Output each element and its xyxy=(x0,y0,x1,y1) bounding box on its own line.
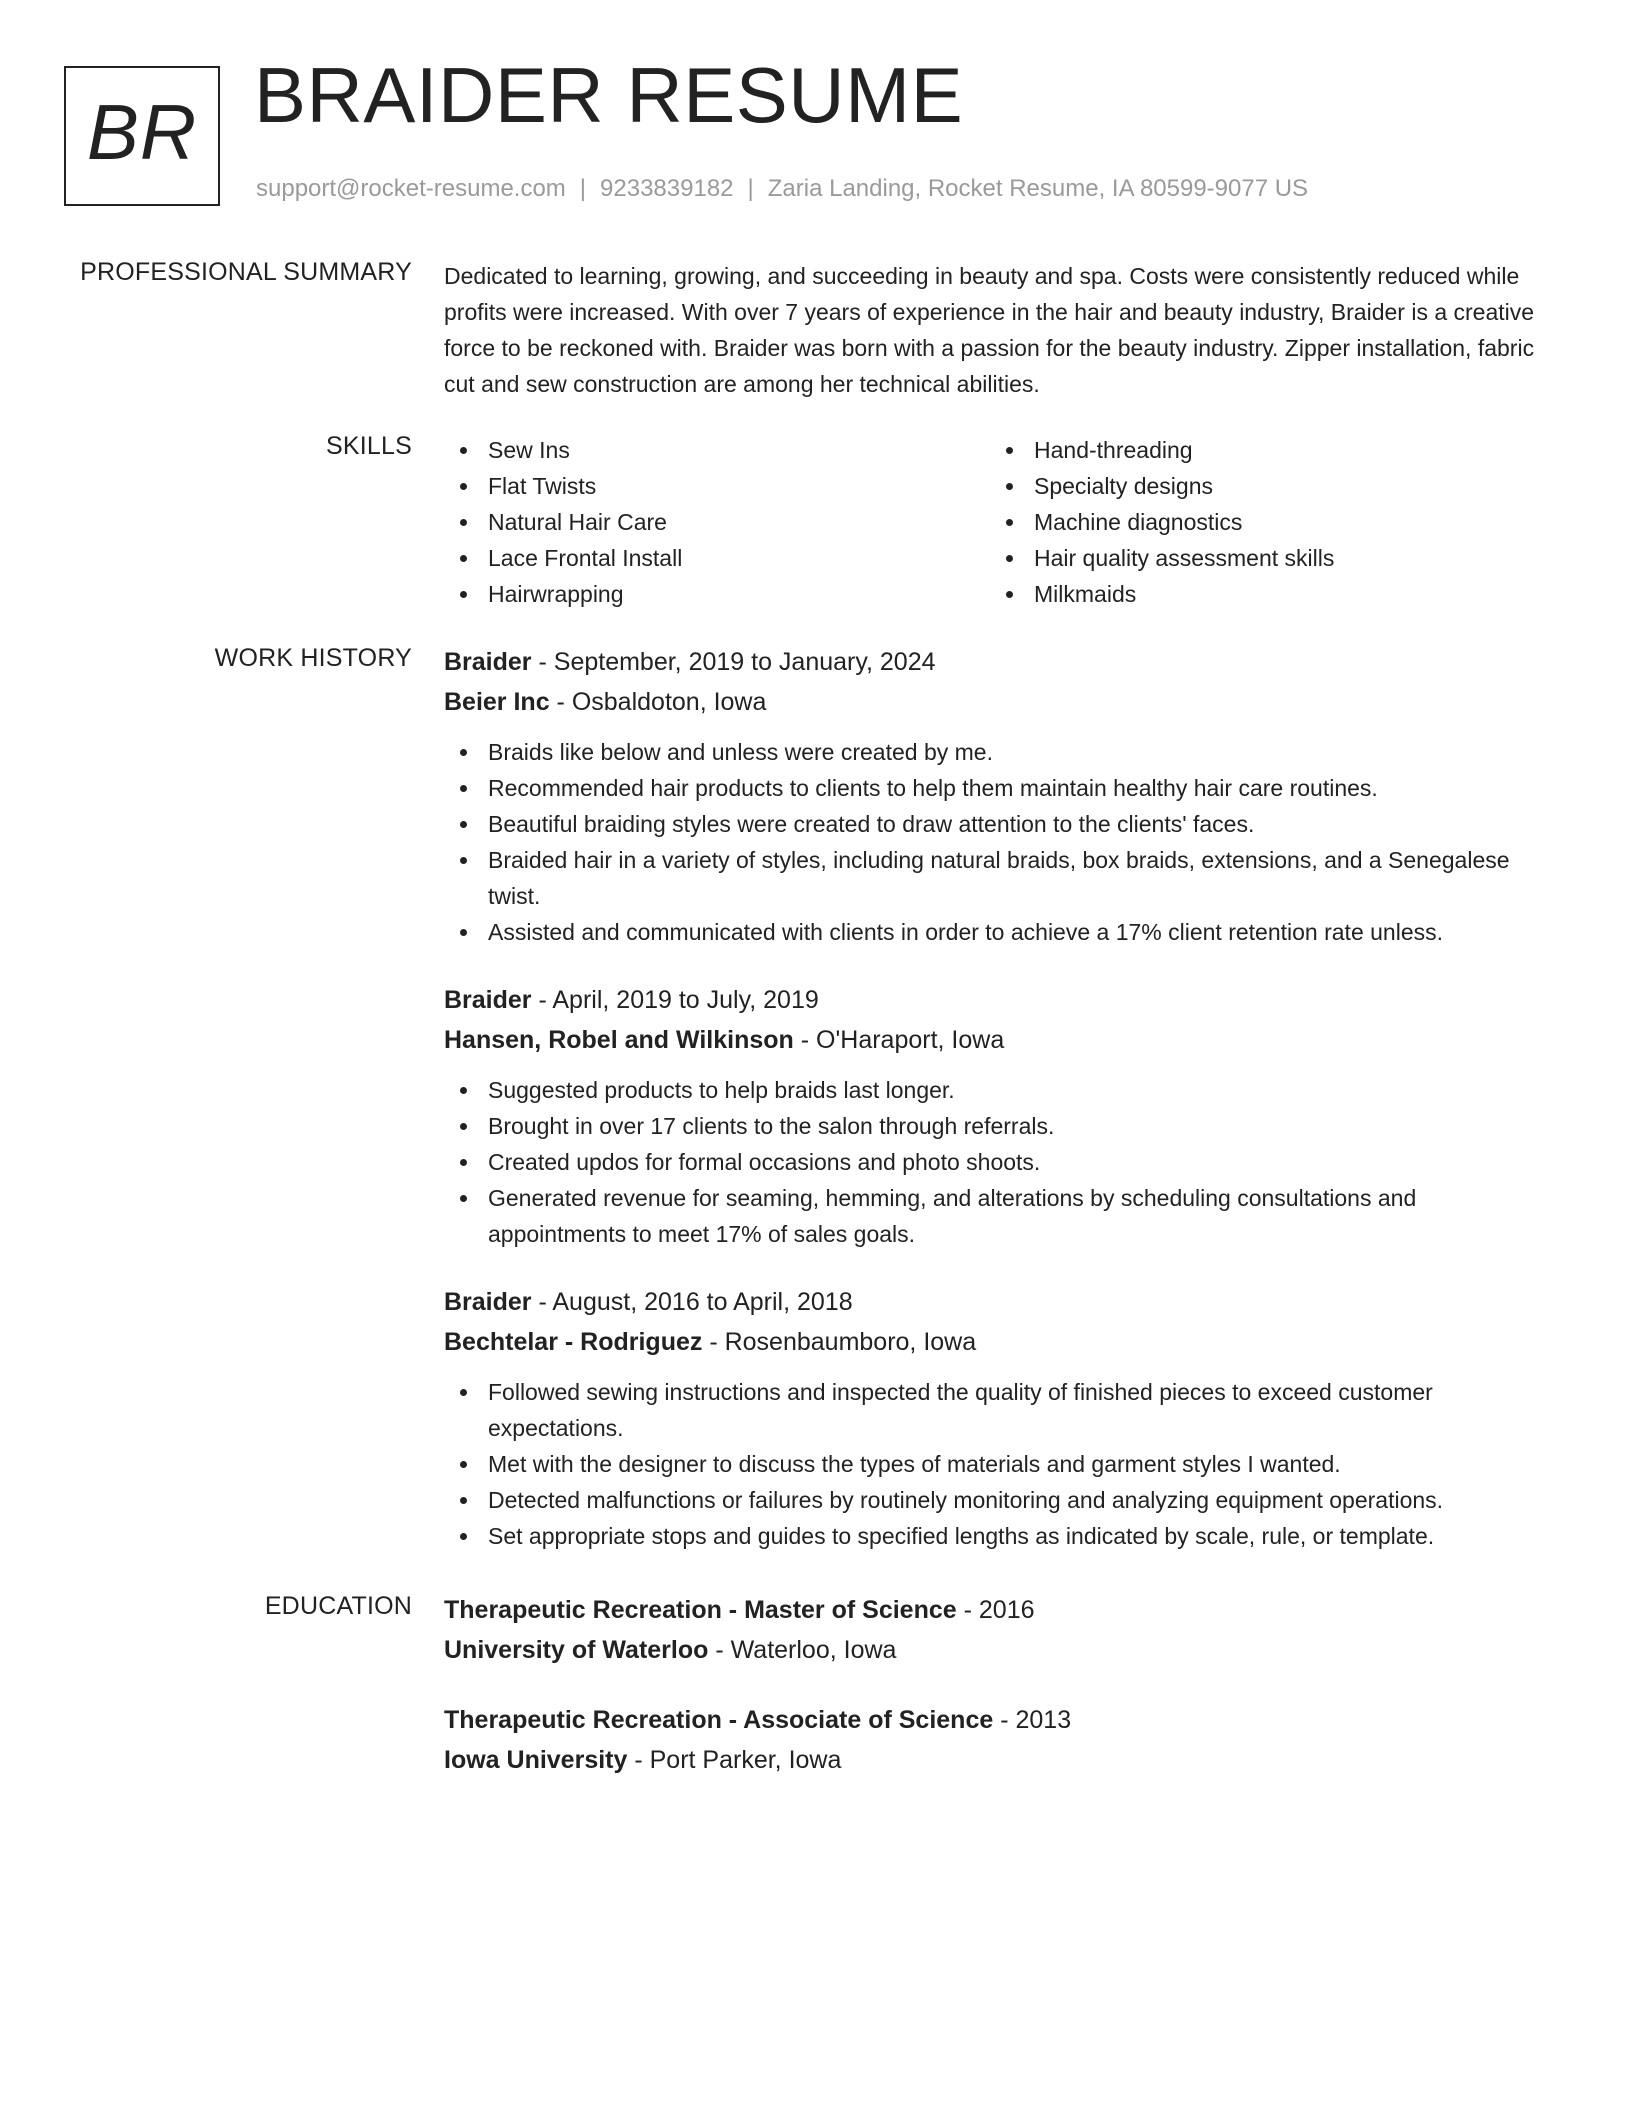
contact-separator: | xyxy=(579,175,587,202)
job-bullets xyxy=(444,734,1544,950)
job-bullet: Created updos for formal occasions and photo shoots. xyxy=(444,1144,1544,1180)
job-company: Bechtelar - Rodriguez xyxy=(444,1328,703,1356)
education-location: - Port Parker, Iowa xyxy=(627,1746,842,1774)
job-bullet: Set appropriate stops and guides to specified lengths as indicated by scale, rule, or template. xyxy=(444,1518,1544,1554)
job-title-line xyxy=(444,980,1544,1020)
job-entry xyxy=(444,1282,1544,1554)
job-bullet: Brought in over 17 clients to the salon through referrals. xyxy=(444,1108,1544,1144)
job-bullet: Met with the designer to discuss the types of materials and garment styles I wanted. xyxy=(444,1446,1544,1482)
skill-item: Natural Hair Care xyxy=(444,504,990,540)
skill-item: Milkmaids xyxy=(990,576,1536,612)
job-bullet: Detected malfunctions or failures by routinely monitoring and analyzing equipment operations. xyxy=(444,1482,1544,1518)
contact-line xyxy=(256,175,1308,203)
job-title-line xyxy=(444,1282,1544,1322)
contact-email: support@rocket-resume.com xyxy=(256,175,566,202)
job-bullet: Braids like below and unless were created by me. xyxy=(444,734,1544,770)
job-bullets xyxy=(444,1072,1544,1252)
section-heading-skills: SKILLS xyxy=(326,432,412,460)
job-bullet: Suggested products to help braids last longer. xyxy=(444,1072,1544,1108)
job-bullet: Generated revenue for seaming, hemming, and alterations by scheduling consultations and appointments to meet 17% of sales goals. xyxy=(444,1180,1544,1252)
skill-item: Machine diagnostics xyxy=(990,504,1536,540)
skill-item: Hand-threading xyxy=(990,432,1536,468)
skill-item: Hairwrapping xyxy=(444,576,990,612)
skills-list-left xyxy=(444,432,990,612)
job-dates: - September, 2019 to January, 2024 xyxy=(531,648,936,676)
summary-text: Dedicated to learning, growing, and succeeding in beauty and spa. Costs were consistently reduced while profits were increased. With over 7 years of experience in the hair and beauty industry, Braider is a creative force to be reckoned with. Braider was born with a passion for the beauty industry. Zipper installation, fabric cut and sew construction are among her technical abilities. xyxy=(444,263,1535,397)
monogram-initials: BR xyxy=(86,87,198,176)
education-location: - Waterloo, Iowa xyxy=(708,1636,897,1664)
education-school: University of Waterloo xyxy=(444,1636,709,1664)
contact-address: Zaria Landing, Rocket Resume, IA 80599-9077 US xyxy=(767,175,1309,202)
education-degree: Therapeutic Recreation - Master of Science xyxy=(444,1596,957,1624)
job-company-line xyxy=(444,1322,1544,1362)
skill-item: Lace Frontal Install xyxy=(444,540,990,576)
job-entry xyxy=(444,980,1544,1252)
job-dates: - April, 2019 to July, 2019 xyxy=(531,986,819,1014)
education-entry xyxy=(444,1590,1544,1670)
job-bullet: Followed sewing instructions and inspected the quality of finished pieces to exceed customer expectations. xyxy=(444,1374,1544,1446)
education-year: - 2016 xyxy=(956,1596,1035,1624)
education-school-line xyxy=(444,1740,1544,1780)
job-bullet: Recommended hair products to clients to help them maintain healthy hair care routines. xyxy=(444,770,1544,806)
education-school-line xyxy=(444,1630,1544,1670)
job-company: Hansen, Robel and Wilkinson xyxy=(444,1026,794,1054)
section-heading-summary: PROFESSIONAL SUMMARY xyxy=(80,258,412,286)
job-location: - O'Haraport, Iowa xyxy=(793,1026,1005,1054)
job-bullet: Beautiful braiding styles were created to draw attention to the clients' faces. xyxy=(444,806,1544,842)
monogram-box xyxy=(64,66,220,206)
job-bullet: Braided hair in a variety of styles, including natural braids, box braids, extensions, and a Senegalese twist. xyxy=(444,842,1544,914)
education-school: Iowa University xyxy=(444,1746,628,1774)
job-location: - Rosenbaumboro, Iowa xyxy=(702,1328,977,1356)
skill-item: Flat Twists xyxy=(444,468,990,504)
skill-item: Sew Ins xyxy=(444,432,990,468)
education-degree-line xyxy=(444,1700,1544,1740)
section-heading-education: EDUCATION xyxy=(264,1592,412,1620)
job-dates: - August, 2016 to April, 2018 xyxy=(531,1288,853,1316)
education-year: - 2013 xyxy=(993,1706,1072,1734)
resume-title: BRAIDER RESUME xyxy=(254,51,964,139)
contact-separator: | xyxy=(747,175,754,202)
job-title: Braider xyxy=(444,648,532,676)
job-entry xyxy=(444,642,1544,950)
job-bullet: Assisted and communicated with clients in order to achieve a 17% client retention rate unless. xyxy=(444,914,1544,950)
skill-item: Specialty designs xyxy=(990,468,1536,504)
job-bullets xyxy=(444,1374,1544,1554)
job-title-line xyxy=(444,642,1544,682)
job-company: Beier Inc xyxy=(444,688,550,716)
section-heading-work: WORK HISTORY xyxy=(214,644,412,672)
job-title: Braider xyxy=(444,1288,532,1316)
skill-item: Hair quality assessment skills xyxy=(990,540,1536,576)
education-degree-line xyxy=(444,1590,1544,1630)
job-location: - Osbaldoton, Iowa xyxy=(549,688,767,716)
skills-list-right xyxy=(990,432,1536,612)
job-title: Braider xyxy=(444,986,532,1014)
education-degree: Therapeutic Recreation - Associate of Science xyxy=(444,1706,994,1734)
education-entry xyxy=(444,1700,1544,1780)
job-company-line xyxy=(444,1020,1544,1060)
job-company-line xyxy=(444,682,1544,722)
contact-phone: 9233839182 xyxy=(600,175,734,202)
